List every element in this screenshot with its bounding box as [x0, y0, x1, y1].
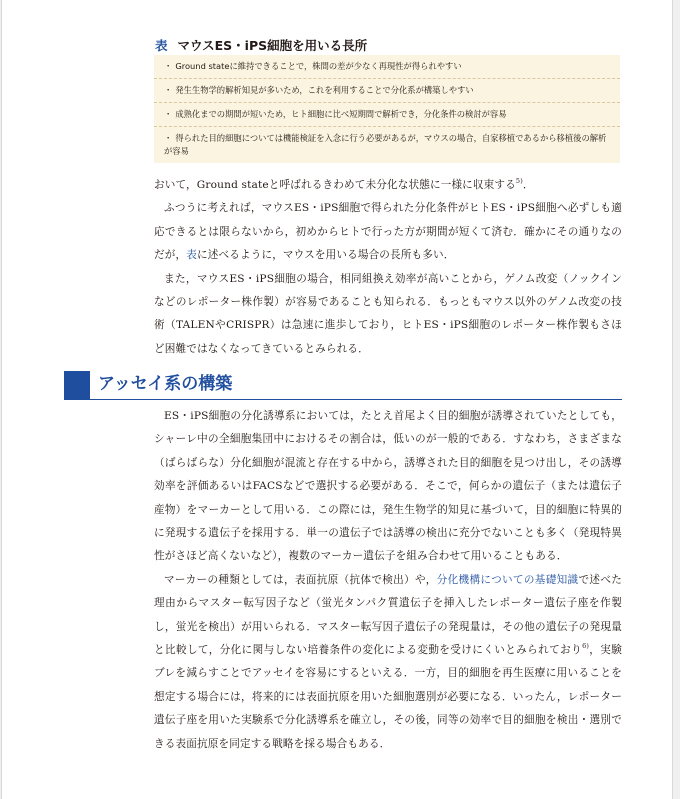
table-row: ・ 得られた目的細胞については機能検証を入念に行う必要があるが，マウスの場合，自家移植であるから移植後の解析が容易 [164, 133, 607, 156]
paragraph: ふつうに考えれば，マウスES・iPS細胞で得られた分化条件がヒトES・iPS細胞へ必ずしも適応できるとは限らないから，初めからヒトで行った方が期間が短くて済む．確かにその通りなのだが，表に述べるように，マウスを用いる場合の長所も多い． [154, 202, 622, 262]
table-row: ・ 成熟化までの期間が短いため，ヒト細胞に比べ短期間で解析でき，分化条件の検討が容易 [154, 103, 620, 127]
section-title: アッセイ系の構築 [98, 374, 233, 394]
paragraph: また，マウスES・iPS細胞の場合，相同組換え効率が高いことから，ゲノム改変（ノックインなどのレポーター株作製）が容易であることも知られる．もっともマウス以外のゲノム改変の技術（TALENやCRISPR）は急速に進歩しており，ヒトES・iPS細胞のレポーター株作製もさほど困難ではなくなってきているとみられる． [154, 272, 622, 355]
advantages-table [154, 55, 620, 163]
table-title: マウスES・iPS細胞を用いる長所 [177, 38, 368, 53]
reference-number[interactable]: 5) [515, 177, 523, 185]
reference-number[interactable]: 6) [582, 642, 590, 651]
document-page [1, 0, 673, 799]
table-row: ・ Ground stateに維持できることで，株間の差が少なく再現性が得られやすい [154, 55, 620, 79]
paragraph: ES・iPS細胞の分化誘導系においては，たとえ首尾よく目的細胞が誘導されていたとしても，シャーレ中の全細胞集団中におけるその割合は，低いのが一般的である．すなわち，さまざまな（ばらばらな）分化細胞が混流と存在する中から，誘導された目的細胞を見つけ出し，その誘導効率を評価あるいはFACSなどで選択する必要がある．そこで，何らかの遺伝子（または遺伝子産物）をマーカーとして用いる．この際には，発生生物学的知見に基づいて，目的細胞に特異的に発現する遺伝子を採用する．単一の遺伝子では誘導の検出に充分でないことも多く（発現特異性がさほど高くないなど），複数のマーカー遺伝子を組み合わせて用いることもある． [154, 410, 622, 563]
section-heading [64, 371, 622, 400]
table-label: 表 [155, 38, 168, 53]
assay-text [154, 405, 622, 756]
table-reference-link[interactable]: 表 [186, 249, 197, 262]
paragraph: マーカーの種類としては，表面抗原（抗体で検出）や，分化機構についての基礎知識で述べた理由からマスター転写因子など（蛍光タンパク質遺伝子を挿入したレポーター遺伝子座を作製し，蛍光を検出）が用いられる．マスター転写因子遺伝子の発現量は，その他の遺伝子の発現量と比較して，分化に関与しない培養条件の変化による変動を受けにくいとみられており$^{6)}$，実験ブレを減らすことでアッセイを容易にするといえる．一方，目的細胞を再生医療に用いることを想定する場合には，将来的には表面抗原を用いた細胞選別が必要になる．いったん，レポーター遺伝子座を用いた実験系で分化誘導系を確立し，その後，同等の効率で目的細胞を検出・選別できる表面抗原を同定する戦略を採る場合もある． [154, 573, 622, 750]
paragraph: おいて，Ground stateと呼ばれるきわめて未分化な状態に一様に収束する$^{5)}$． [154, 177, 534, 191]
heading-marker [64, 371, 90, 399]
table-row: ・ 発生生物学的解析知見が多いため，これを利用することで分化系が構築しやすい [154, 79, 620, 103]
intro-text [154, 174, 622, 361]
table-caption [155, 36, 367, 54]
section-reference-link[interactable]: 分化機構についての基礎知識 [436, 573, 579, 586]
